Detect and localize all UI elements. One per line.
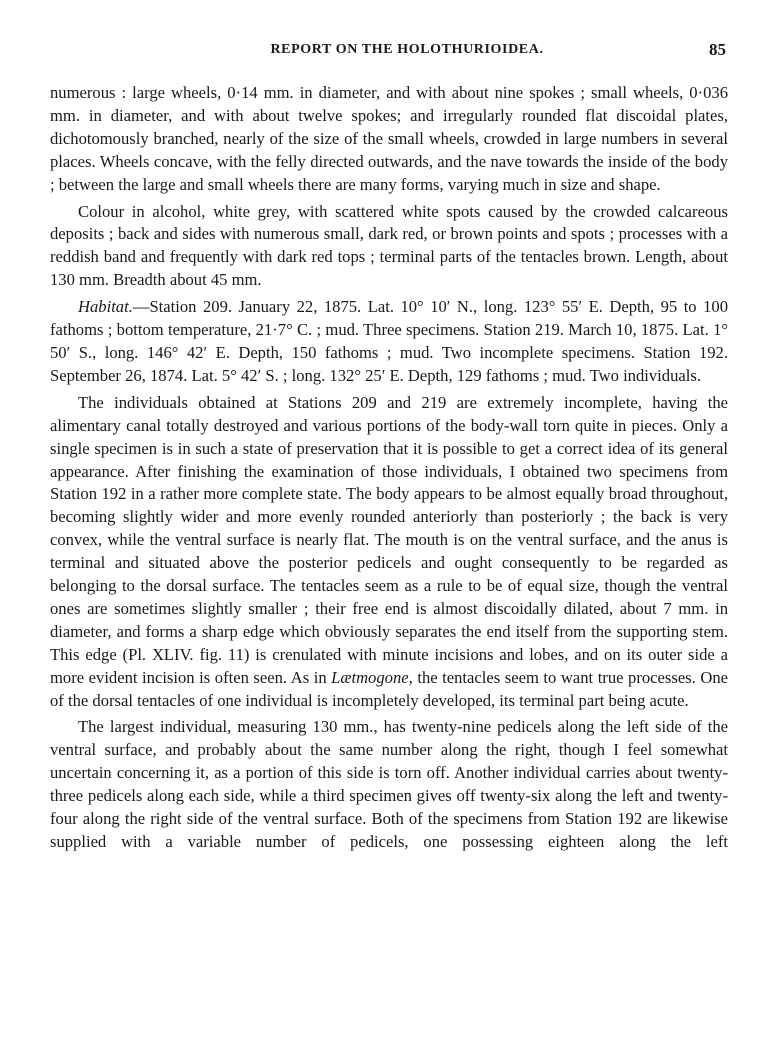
document-page xyxy=(50,38,728,858)
paragraph-habitat xyxy=(50,296,728,388)
page-number: 85 xyxy=(709,40,726,59)
habitat-text: —Station 209. January 22, 1875. Lat. 10° 10′ N., long. 123° 55′ E. Depth, 95 to 100 fathoms ; bottom temperature, 21·7° C. ; mud. Three specimens. Station 219. March 10, 1875. Lat. 1° 50′ S., long. 146° 42′ E. Depth, 150 fathoms ; mud. Two incomplete specimens. Station 192. September 26, 1874. Lat. 5° 42′ S. ; long. 132° 25′ E. Depth, 129 fathoms ; mud. Two individuals. xyxy=(50,297,728,385)
running-title: REPORT ON THE HOLOTHURIOIDEA. xyxy=(270,42,544,57)
genus-name: Lætmogone xyxy=(331,667,409,687)
paragraph-colour: Colour in alcohol, white grey, with scattered white spots caused by the crowded calcareous deposits ; back and sides with numerous small, dark red, or brown points and spots ; processes with a reddish band and frequently with dark red tops ; terminal parts of the tentacles brown. Length, about 130 mm. Breadth about 45 mm. xyxy=(50,201,728,290)
description-text-before: The individuals obtained at Stations 209 and 219 are extremely incomplete, having the alimentary canal totally destroyed and various portions of the body-wall torn quite in pieces. Only a single specimen is in such a state of preservation that it is possible to get a correct idea of its general appearance. After finishing the examination of those individuals, I obtained two specimens from Station 192 in a rather more complete state. The body appears to be almost equally broad throughout, becoming slightly wider and more evenly rounded anteriorly than posteriorly ; the back is very convex, while the ventral surface is nearly flat. The mouth is on the ventral surface, and the anus is terminal and situated above the posterior pedicels and ought consequently to be regarded as belonging to the dorsal surface. The tentacles seem as a rule to be of equal size, though the ventral ones are sometimes slightly smaller ; their free end is almost discoidally dilated, about 7 mm. in diameter, and forms a sharp edge which obviously separates the end itself from the supporting stem. This edge (Pl. XLIV. fig. 11) is crenulated with minute incisions and lobes, and on its outer side a more evident incision is often seen. As in xyxy=(50,392,728,687)
habitat-label: Habitat. xyxy=(78,297,133,317)
paragraph-pedicels: The largest individual, measuring 130 mm., has twenty-nine pedicels along the left side of the ventral surface, and probably about the same number along the right, though I feel somewhat uncertain concerning it, as a portion of this side is torn off. Another individual carries about twenty-three pedicels along each side, while a third specimen gives off twenty-six along the left and twenty-four along the right side of the ventral surface. Both of the specimens from Station 192 are likewise supplied with a variable number of pedicels, one possessing eighteen along the left xyxy=(50,717,728,851)
page-header xyxy=(50,38,728,62)
paragraph-deposits: numerous : large wheels, 0·14 mm. in diameter, and with about nine spokes ; small wheels, 0·036 mm. in diameter, and with about twelve spokes; and irregularly rounded flat discoidal plates, dichotomously branched, nearly of the size of the small wheels, crowded in large numbers in several places. Wheels concave, with the felly directed outwards, and the nave towards the inside of the body ; between the large and small wheels there are many forms, varying much in size and shape. xyxy=(50,83,728,194)
paragraph-description xyxy=(50,392,728,713)
description-text-after: , the tentacles seem to want true processes. One of the dorsal tentacles of one individual is incompletely developed, its terminal part being acute. xyxy=(50,667,728,710)
